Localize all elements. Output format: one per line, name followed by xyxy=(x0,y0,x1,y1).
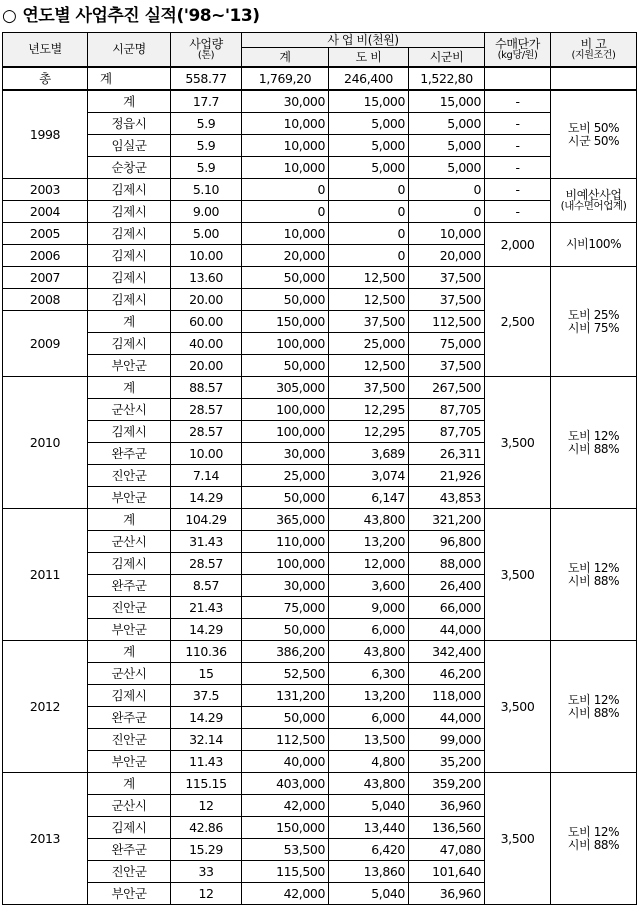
remark-cell xyxy=(551,641,637,773)
city-cell: 진안군 xyxy=(88,465,171,487)
col-header-cost-city: 시군비 xyxy=(409,48,485,68)
remark-line: 도비 12% xyxy=(567,560,620,575)
col-header-city: 시군명 xyxy=(88,33,171,68)
amount-cell: 20.00 xyxy=(171,355,242,377)
col-header-cost-group: 사 업 비(천원) xyxy=(242,33,485,48)
remark-cell xyxy=(551,267,637,377)
remarks-header-sub: (지원조건) xyxy=(571,49,616,61)
amount-cell: 5.10 xyxy=(171,179,242,201)
province-cost-cell: 13,200 xyxy=(329,685,409,707)
circle-bullet-icon: ○ xyxy=(2,6,17,26)
city-cost-cell: 26,311 xyxy=(409,443,485,465)
city-cell: 군산시 xyxy=(88,531,171,553)
province-cost-cell: 6,000 xyxy=(329,707,409,729)
year-cell: 2013 xyxy=(3,773,88,905)
city-cost-cell: 66,000 xyxy=(409,597,485,619)
total-province: 246,400 xyxy=(329,67,409,90)
unit-price-cell: 2,000 xyxy=(485,223,551,267)
city-cost-cell: 342,400 xyxy=(409,641,485,663)
total-cost-cell: 50,000 xyxy=(242,487,329,509)
city-cell: 김제시 xyxy=(88,201,171,223)
amount-cell: 5.9 xyxy=(171,135,242,157)
amount-cell: 21.43 xyxy=(171,597,242,619)
col-header-cost-province: 도 비 xyxy=(329,48,409,68)
city-cost-cell: 43,853 xyxy=(409,487,485,509)
year-cell: 2009 xyxy=(3,311,88,377)
total-cost-cell: 10,000 xyxy=(242,135,329,157)
city-cost-cell: 99,000 xyxy=(409,729,485,751)
city-cell: 임실군 xyxy=(88,135,171,157)
province-cost-cell: 3,689 xyxy=(329,443,409,465)
province-cost-cell: 6,147 xyxy=(329,487,409,509)
city-cost-cell: 5,000 xyxy=(409,157,485,179)
city-cell: 진안군 xyxy=(88,861,171,883)
amount-cell: 5.9 xyxy=(171,157,242,179)
total-cost-cell: 30,000 xyxy=(242,443,329,465)
remark-line: 도비 12% xyxy=(567,428,620,443)
total-cost-cell: 305,000 xyxy=(242,377,329,399)
table-row xyxy=(3,773,637,795)
amount-cell: 10.00 xyxy=(171,245,242,267)
city-cost-cell: 35,200 xyxy=(409,751,485,773)
province-cost-cell: 0 xyxy=(329,179,409,201)
table-row xyxy=(3,509,637,531)
remark-line: 시비100% xyxy=(565,237,622,252)
city-cost-cell: 37,500 xyxy=(409,355,485,377)
amount-header-label: 사업량 xyxy=(189,36,223,51)
year-cell: 2004 xyxy=(3,201,88,223)
amount-cell: 15 xyxy=(171,663,242,685)
province-cost-cell: 12,500 xyxy=(329,267,409,289)
city-cost-cell: 37,500 xyxy=(409,267,485,289)
unit-price-cell: 2,500 xyxy=(485,267,551,377)
amount-cell: 110.36 xyxy=(171,641,242,663)
unit-price-cell: 3,500 xyxy=(485,641,551,773)
city-cost-cell: 10,000 xyxy=(409,223,485,245)
city-cost-cell: 136,560 xyxy=(409,817,485,839)
province-cost-cell: 0 xyxy=(329,245,409,267)
year-cell: 2008 xyxy=(3,289,88,311)
city-cell: 계 xyxy=(88,509,171,531)
province-cost-cell: 3,600 xyxy=(329,575,409,597)
year-cell: 2005 xyxy=(3,223,88,245)
city-cost-cell: 96,800 xyxy=(409,531,485,553)
unit-price-cell: 3,500 xyxy=(485,773,551,905)
province-cost-cell: 5,040 xyxy=(329,795,409,817)
total-cost-cell: 100,000 xyxy=(242,421,329,443)
city-cost-cell: 37,500 xyxy=(409,289,485,311)
city-cost-cell: 359,200 xyxy=(409,773,485,795)
city-cell: 완주군 xyxy=(88,575,171,597)
city-cost-cell: 87,705 xyxy=(409,399,485,421)
year-cell: 2012 xyxy=(3,641,88,773)
city-cost-cell: 118,000 xyxy=(409,685,485,707)
city-cost-cell: 36,960 xyxy=(409,883,485,905)
table-row xyxy=(3,90,637,113)
col-header-remarks xyxy=(551,33,637,68)
province-cost-cell: 6,300 xyxy=(329,663,409,685)
amount-cell: 15.29 xyxy=(171,839,242,861)
col-header-unit-price xyxy=(485,33,551,68)
performance-table xyxy=(2,32,637,905)
total-cost: 1,769,20 xyxy=(242,67,329,90)
province-cost-cell: 0 xyxy=(329,201,409,223)
amount-cell: 37.5 xyxy=(171,685,242,707)
province-cost-cell: 13,440 xyxy=(329,817,409,839)
total-cost-cell: 40,000 xyxy=(242,751,329,773)
remark-line: 시비 75% xyxy=(567,320,620,335)
total-cost-cell: 0 xyxy=(242,179,329,201)
total-cost-cell: 112,500 xyxy=(242,729,329,751)
total-cost-cell: 110,000 xyxy=(242,531,329,553)
unit-price-header-label: 수매단가 xyxy=(495,36,540,51)
city-cost-cell: 0 xyxy=(409,201,485,223)
city-cell: 완주군 xyxy=(88,707,171,729)
city-cost-cell: 5,000 xyxy=(409,113,485,135)
remarks-header-label: 비 고 xyxy=(580,36,607,51)
city-cost-cell: 21,926 xyxy=(409,465,485,487)
province-cost-cell: 12,295 xyxy=(329,399,409,421)
province-cost-cell: 13,500 xyxy=(329,729,409,751)
city-cost-cell: 88,000 xyxy=(409,553,485,575)
amount-cell: 28.57 xyxy=(171,421,242,443)
table-row xyxy=(3,179,637,201)
unit-price-cell: - xyxy=(485,90,551,113)
amount-header-unit: (톤) xyxy=(197,49,215,61)
total-cost-cell: 0 xyxy=(242,201,329,223)
total-cost-cell: 100,000 xyxy=(242,333,329,355)
total-label-a: 총 xyxy=(3,67,88,90)
city-cell: 군산시 xyxy=(88,399,171,421)
table-row xyxy=(3,267,637,289)
city-cell: 김제시 xyxy=(88,267,171,289)
remark-cell xyxy=(551,90,637,179)
province-cost-cell: 15,000 xyxy=(329,90,409,113)
amount-cell: 115.15 xyxy=(171,773,242,795)
total-cost-cell: 150,000 xyxy=(242,311,329,333)
total-cost-cell: 150,000 xyxy=(242,817,329,839)
city-cell: 김제시 xyxy=(88,179,171,201)
year-cell: 2007 xyxy=(3,267,88,289)
total-cost-cell: 50,000 xyxy=(242,355,329,377)
total-cost-cell: 25,000 xyxy=(242,465,329,487)
page-title: 연도별 사업추진 실적('98~'13) xyxy=(22,6,260,26)
province-cost-cell: 5,040 xyxy=(329,883,409,905)
city-cell: 김제시 xyxy=(88,817,171,839)
amount-cell: 12 xyxy=(171,795,242,817)
city-cost-cell: 44,000 xyxy=(409,619,485,641)
remark-cell xyxy=(551,223,637,267)
total-label-b: 계 xyxy=(88,67,171,90)
province-cost-cell: 12,500 xyxy=(329,289,409,311)
remark-line: 시비 88% xyxy=(567,441,620,456)
remark-cell xyxy=(551,377,637,509)
unit-price-header-unit: (kg당/원) xyxy=(497,49,538,61)
remark-line: 도비 25% xyxy=(567,307,620,322)
amount-cell: 31.43 xyxy=(171,531,242,553)
amount-cell: 33 xyxy=(171,861,242,883)
city-cell: 김제시 xyxy=(88,223,171,245)
remark-line: 도비 50% xyxy=(567,120,620,135)
total-cost-cell: 20,000 xyxy=(242,245,329,267)
year-cell: 2011 xyxy=(3,509,88,641)
city-cell: 김제시 xyxy=(88,245,171,267)
unit-price-cell: - xyxy=(485,157,551,179)
city-cost-cell: 321,200 xyxy=(409,509,485,531)
total-cost-cell: 50,000 xyxy=(242,267,329,289)
amount-cell: 7.14 xyxy=(171,465,242,487)
total-cost-cell: 403,000 xyxy=(242,773,329,795)
total-cost-cell: 30,000 xyxy=(242,90,329,113)
province-cost-cell: 5,000 xyxy=(329,113,409,135)
unit-price-cell: - xyxy=(485,179,551,201)
city-cost-cell: 112,500 xyxy=(409,311,485,333)
amount-cell: 42.86 xyxy=(171,817,242,839)
province-cost-cell: 5,000 xyxy=(329,135,409,157)
province-cost-cell: 12,295 xyxy=(329,421,409,443)
unit-price-cell: - xyxy=(485,135,551,157)
amount-cell: 12 xyxy=(171,883,242,905)
city-cost-cell: 26,400 xyxy=(409,575,485,597)
amount-cell: 40.00 xyxy=(171,333,242,355)
total-cost-cell: 50,000 xyxy=(242,707,329,729)
unit-price-cell: - xyxy=(485,201,551,223)
total-cost-cell: 131,200 xyxy=(242,685,329,707)
total-cost-cell: 100,000 xyxy=(242,553,329,575)
city-cost-cell: 46,200 xyxy=(409,663,485,685)
table-row xyxy=(3,377,637,399)
province-cost-cell: 13,860 xyxy=(329,861,409,883)
city-cost-cell: 87,705 xyxy=(409,421,485,443)
total-cost-cell: 42,000 xyxy=(242,795,329,817)
province-cost-cell: 5,000 xyxy=(329,157,409,179)
province-cost-cell: 9,000 xyxy=(329,597,409,619)
page-heading xyxy=(2,2,260,30)
amount-cell: 20.00 xyxy=(171,289,242,311)
city-cost-cell: 36,960 xyxy=(409,795,485,817)
year-cell: 2010 xyxy=(3,377,88,509)
amount-cell: 88.57 xyxy=(171,377,242,399)
total-cost-cell: 50,000 xyxy=(242,619,329,641)
total-cost-cell: 50,000 xyxy=(242,289,329,311)
province-cost-cell: 43,800 xyxy=(329,773,409,795)
province-cost-cell: 13,200 xyxy=(329,531,409,553)
province-cost-cell: 0 xyxy=(329,223,409,245)
remark-line: 도비 12% xyxy=(567,824,620,839)
remark-line: (내수면어업계) xyxy=(560,200,627,213)
total-cost-cell: 42,000 xyxy=(242,883,329,905)
city-cell: 완주군 xyxy=(88,839,171,861)
amount-cell: 14.29 xyxy=(171,707,242,729)
city-cell: 김제시 xyxy=(88,289,171,311)
province-cost-cell: 12,500 xyxy=(329,355,409,377)
total-cost-cell: 100,000 xyxy=(242,399,329,421)
city-cell: 계 xyxy=(88,773,171,795)
table-row xyxy=(3,201,637,223)
city-cell: 계 xyxy=(88,641,171,663)
total-amount: 558.77 xyxy=(171,67,242,90)
province-cost-cell: 3,074 xyxy=(329,465,409,487)
remark-cell xyxy=(551,773,637,905)
amount-cell: 17.7 xyxy=(171,90,242,113)
city-cell: 완주군 xyxy=(88,443,171,465)
city-cell: 부안군 xyxy=(88,487,171,509)
remark-line: 도비 12% xyxy=(567,692,620,707)
city-cost-cell: 75,000 xyxy=(409,333,485,355)
total-price-cell xyxy=(485,67,551,90)
city-cell: 부안군 xyxy=(88,883,171,905)
total-cost-cell: 115,500 xyxy=(242,861,329,883)
table-row xyxy=(3,157,637,179)
table-row xyxy=(3,223,637,245)
amount-cell: 14.29 xyxy=(171,487,242,509)
remark-line: 시군 50% xyxy=(567,133,620,148)
amount-cell: 28.57 xyxy=(171,553,242,575)
remark-cell xyxy=(551,509,637,641)
city-cell: 진안군 xyxy=(88,597,171,619)
col-header-year: 년도별 xyxy=(3,33,88,68)
city-cost-cell: 47,080 xyxy=(409,839,485,861)
province-cost-cell: 12,000 xyxy=(329,553,409,575)
table-row xyxy=(3,113,637,135)
unit-price-cell: 3,500 xyxy=(485,509,551,641)
total-cost-cell: 30,000 xyxy=(242,575,329,597)
unit-price-cell: 3,500 xyxy=(485,377,551,509)
amount-cell: 5.9 xyxy=(171,113,242,135)
total-city: 1,522,80 xyxy=(409,67,485,90)
remark-line: 비예산사업 xyxy=(565,187,622,202)
city-cost-cell: 267,500 xyxy=(409,377,485,399)
province-cost-cell: 43,800 xyxy=(329,641,409,663)
city-cost-cell: 20,000 xyxy=(409,245,485,267)
province-cost-cell: 6,420 xyxy=(329,839,409,861)
province-cost-cell: 25,000 xyxy=(329,333,409,355)
amount-cell: 10.00 xyxy=(171,443,242,465)
remark-line: 시비 88% xyxy=(567,573,620,588)
amount-cell: 60.00 xyxy=(171,311,242,333)
year-cell: 1998 xyxy=(3,90,88,179)
header-row-1 xyxy=(3,33,637,48)
province-cost-cell: 4,800 xyxy=(329,751,409,773)
total-cost-cell: 53,500 xyxy=(242,839,329,861)
amount-cell: 28.57 xyxy=(171,399,242,421)
remark-line: 시비 88% xyxy=(567,837,620,852)
city-cell: 계 xyxy=(88,90,171,113)
city-cell: 계 xyxy=(88,311,171,333)
year-cell: 2006 xyxy=(3,245,88,267)
year-cell: 2003 xyxy=(3,179,88,201)
total-cost-cell: 10,000 xyxy=(242,157,329,179)
province-cost-cell: 6,000 xyxy=(329,619,409,641)
city-cell: 김제시 xyxy=(88,333,171,355)
city-cell: 김제시 xyxy=(88,553,171,575)
province-cost-cell: 37,500 xyxy=(329,311,409,333)
city-cell: 순창군 xyxy=(88,157,171,179)
remark-line: 시비 88% xyxy=(567,705,620,720)
city-cell: 부안군 xyxy=(88,751,171,773)
total-cost-cell: 75,000 xyxy=(242,597,329,619)
city-cost-cell: 101,640 xyxy=(409,861,485,883)
amount-cell: 8.57 xyxy=(171,575,242,597)
city-cell: 군산시 xyxy=(88,663,171,685)
province-cost-cell: 43,800 xyxy=(329,509,409,531)
total-cost-cell: 365,000 xyxy=(242,509,329,531)
col-header-cost-total: 계 xyxy=(242,48,329,68)
amount-cell: 104.29 xyxy=(171,509,242,531)
table-row xyxy=(3,641,637,663)
city-cost-cell: 44,000 xyxy=(409,707,485,729)
amount-cell: 9.00 xyxy=(171,201,242,223)
province-cost-cell: 37,500 xyxy=(329,377,409,399)
amount-cell: 32.14 xyxy=(171,729,242,751)
amount-cell: 11.43 xyxy=(171,751,242,773)
total-cost-cell: 52,500 xyxy=(242,663,329,685)
total-remark-cell xyxy=(551,67,637,90)
city-cell: 부안군 xyxy=(88,355,171,377)
city-cost-cell: 15,000 xyxy=(409,90,485,113)
city-cost-cell: 0 xyxy=(409,179,485,201)
amount-cell: 14.29 xyxy=(171,619,242,641)
total-cost-cell: 10,000 xyxy=(242,223,329,245)
city-cell: 계 xyxy=(88,377,171,399)
table-row xyxy=(3,135,637,157)
city-cell: 군산시 xyxy=(88,795,171,817)
amount-cell: 5.00 xyxy=(171,223,242,245)
total-cost-cell: 386,200 xyxy=(242,641,329,663)
unit-price-cell: - xyxy=(485,113,551,135)
grand-total-row xyxy=(3,67,637,90)
city-cell: 김제시 xyxy=(88,685,171,707)
city-cell: 김제시 xyxy=(88,421,171,443)
remark-cell xyxy=(551,179,637,223)
city-cell: 부안군 xyxy=(88,619,171,641)
city-cell: 진안군 xyxy=(88,729,171,751)
amount-cell: 13.60 xyxy=(171,267,242,289)
city-cell: 정읍시 xyxy=(88,113,171,135)
city-cost-cell: 5,000 xyxy=(409,135,485,157)
total-cost-cell: 10,000 xyxy=(242,113,329,135)
col-header-amount xyxy=(171,33,242,68)
